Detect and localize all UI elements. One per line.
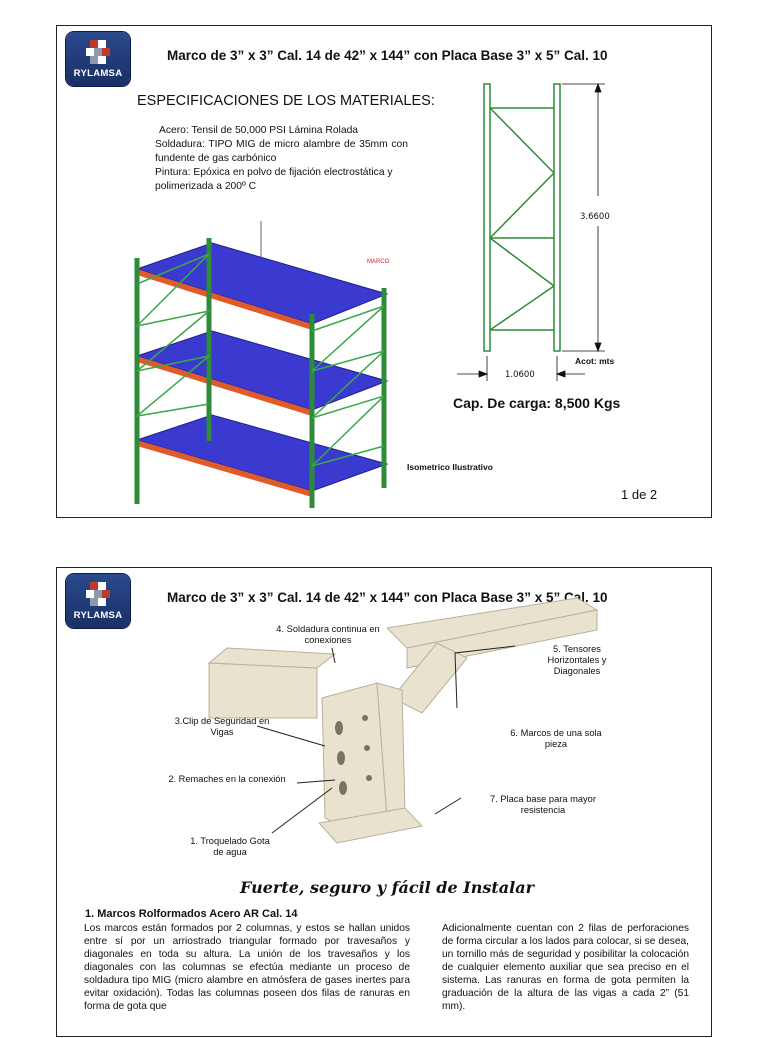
marco-label: MARCO [367, 259, 390, 265]
spec-acero-value: Tensil de 50,000 PSI Lámina Rolada [191, 125, 359, 136]
height-dimension-label: 3.6600 [580, 212, 610, 222]
spec-heading: ESPECIFICACIONES DE LOS MATERIALES: [137, 93, 435, 109]
callout-continuous-weld: 4. Soldadura continua en conexiones [276, 624, 380, 645]
paragraph-right: Adicionalmente cuentan con 2 filas de perforaciones de forma circular a los lados para colocar, si se desea, un tornillo más de seguridad y posibilitar la colocación de cualquier elemento auxiliar que sea preciso en el sistema. Las ranuras en forma de gota permiten la graduación de la altura de las vigas a cada 2” (51 mm). [442, 923, 689, 1012]
callout-tensors: 5. Tensores Horizontales y Diagonales [547, 644, 607, 676]
callout-rivets: 2. Remaches en la conexión [168, 774, 286, 784]
width-dimension-label: 1.0600 [505, 370, 535, 380]
page-number: 1 de 2 [621, 487, 658, 502]
frame-uprights [484, 84, 560, 351]
slide-title: Marco de 3” x 3” Cal. 14 de 42” x 144” con Placa Base 3” x 5” Cal. 10 [167, 48, 608, 63]
callout-safety-clip: 3.Clip de Seguridad en Vigas [174, 716, 270, 737]
logo-text: RYLAMSA [73, 68, 123, 79]
spec-soldadura-label: Soldadura: [155, 139, 205, 150]
frame-bracing [490, 108, 554, 330]
isometric-caption: Isometrico Ilustrativo [407, 462, 493, 472]
spec-soldadura-value: TIPO MIG de micro alambre de 35mm con fundente de gas carbónico [155, 139, 408, 164]
callout-base-plate: 7. Placa base para mayor resistencia [490, 794, 596, 815]
logo-text: RYLAMSA [73, 610, 123, 621]
slide-2 [56, 567, 712, 1037]
spec-pintura-label: Pintura: [155, 167, 191, 178]
callout-teardrop: 1. Troquelado Gota de agua [190, 836, 270, 857]
section-title: 1. Marcos Rolformados Acero AR Cal. 14 [85, 908, 298, 920]
beam-left [209, 648, 335, 718]
slide-1 [56, 25, 712, 518]
upright-column [322, 683, 405, 830]
script-title: Fuerte, seguro y fácil de Instalar [240, 878, 534, 897]
frame-elevation-drawing [57, 26, 713, 519]
spec-pintura-value: Epóxica en polvo de fijación electrostática y polimerizada a 200º C [155, 167, 393, 192]
paragraph-left: Los marcos están formados por 2 columnas, y estos se hallan unidos entre sí por un arriostrado triangular formado por travesaños y diagonales en toda su altura. La unión de los travesaños y los diagonales con las columnas se efectúa mediante un proceso de soldadura tipo MIG (micro alambre en atmósfera de gases inertes para evitar oxidación). Todas las columnas poseen dos filas de ranuras en forma de gota que [84, 923, 410, 1012]
callout-one-piece-frame: 6. Marcos de una sola pieza [510, 728, 602, 749]
load-capacity: Cap. De carga: 8,500 Kgs [453, 395, 621, 411]
spec-acero-label: Acero: [159, 125, 189, 136]
slide-title: Marco de 3” x 3” Cal. 14 de 42” x 144” con Placa Base 3” x 5” Cal. 10 [167, 590, 608, 605]
acot-label: Acot: mts [575, 356, 615, 366]
